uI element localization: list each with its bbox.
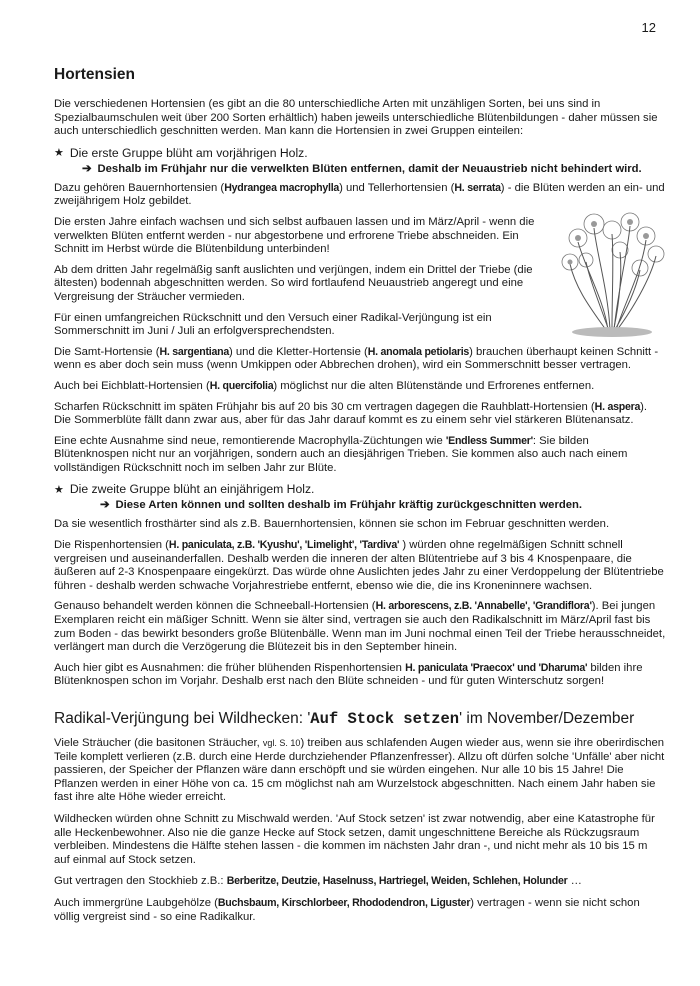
page-number: 12 <box>641 20 656 35</box>
section-title-hortensien: Hortensien <box>54 66 135 83</box>
group2-heading <box>54 482 666 496</box>
star-icon: ★ <box>54 147 64 160</box>
paragraph: Für einen umfangreichen Rückschnitt und den Versuch einer Radikal-Verjüngung ist ein Sommerschnitt im Juni / Juli an erfolgversprechendsten. <box>54 311 492 338</box>
intro-paragraph: Die verschiedenen Hortensien (es gibt an die 80 unterschiedliche Arten mit unzähligen Sorten, bei uns sind in Spezialbaumschulen weit über 200 Sorten erhältlich) haben jeweils unterschiedliche Blütenbildungen - daher müssen sie auch unterschiedlich geschnitten werden. Man kann die Hortensien in zwei Gruppen einteilen: <box>54 98 658 138</box>
hydrangea-illustration <box>556 210 668 340</box>
paragraph: Gut vertragen den Stockhieb z.B.: Berberitze, Deutzie, Haselnuss, Hartriegel, Weiden, Schlehen, Holunder … <box>54 875 582 888</box>
arrow-right-icon: ➔ <box>100 499 110 512</box>
group1-rule <box>82 162 666 176</box>
paragraph: Auch hier gibt es Ausnahmen: die früher blühenden Rispenhortensien H. paniculata 'Praecox' und 'Dharuma' bilden ihre Blütenknospen schon im Vorjahr. Deshalb erst nach den Blüte schneiden - und für guten Winterschutz sorgen! <box>54 661 643 688</box>
group2-heading-text: Die zweite Gruppe blüht an einjährigem Holz. <box>69 482 315 497</box>
paragraph: Genauso behandelt werden können die Schneeball-Hortensien (H. arborescens, z.B. 'Annabelle', 'Grandiflora'). Bei jungen Exemplaren reicht ein mäßiger Schnitt. Wenn sie älter sind, vertragen sie auch den Radikalschnitt im März/April fast bis zum Boden - das bewirkt besonders große Blütenbälle. Wenn man im Juni nochmal einen Teil der Triebe herausschneidet, verlängert man durch die Verzögerung die Blütezeit bis in den September hinein. <box>54 600 666 654</box>
paragraph: Die Rispenhortensien (H. paniculata, z.B. 'Kyushu', 'Limelight', 'Tardiva' ) würden ohne regelmäßigen Schnitt schnell vergreisen und auseinanderfallen. Deshalb werden die inneren der alten Blütentriebe auf 3 bis 4 Knospenpaare, die äußeren auf 2-3 Knospenpaare eingekürzt. Das würde ohne Auslichten jedes Jahr zu einer Verdoppelung der Blütentriebe führen - deshalb werden schwache Vorjahrestriebe entfernt, ebenso wie die, die ins Kroneninnere wachsen. <box>54 539 664 592</box>
paragraph: Eine echte Ausnahme sind neue, remontierende Macrophylla-Züchtungen wie 'Endless Summer': Sie bilden Blütenknospen nicht nur an vorjährigen, sondern auch an diesjährigen Trieben. Sie kommen also auch nach einem vollständigen Rückschnitt noch im selben Jahr zur Blüte. <box>54 434 628 474</box>
section-wildhecken <box>54 710 666 924</box>
paragraph: Wildhecken würden ohne Schnitt zu Mischwald werden. 'Auf Stock setzen' ist zwar notwendig, aber eine Katastrophe für alle Heckenbewohner. Also nie die ganze Hecke auf Stock setzen, damit ungeschnittene Bereiche als Rückzugsraum verbleiben. Mindestens die Hälfte stehen lassen - die kommen im nächsten Jahr dran -, und nicht mehr als 10 bis 15 m auf einmal auf Stock setzen. <box>54 812 655 866</box>
group1-rule-text: Deshalb im Frühjahr nur die verwelkten Blüten entfernen, damit der Neuaustrieb nicht behindert wird. <box>97 162 642 175</box>
paragraph: Ab dem dritten Jahr regelmäßig sanft auslichten und verjüngen, indem ein Drittel der Triebe (die ältesten) bodennah abgeschnitten werden. So wird fortlaufend Neuaustrieb angeregt und eine Vergreisung der Sträucher vermieden. <box>54 263 533 303</box>
document-body <box>54 66 666 932</box>
paragraph: Dazu gehören Bauernhortensien (Hydrangea macrophylla) und Tellerhortensien (H. serrata) - die Blüten werden an ein- und zweijährigem Holz gebildet. <box>54 181 665 208</box>
paragraph: Da sie wesentlich frosthärter sind als z.B. Bauernhortensien, können sie schon im Februar geschnitten werden. <box>54 518 610 531</box>
star-icon: ★ <box>54 483 64 496</box>
group2-rule-text: Diese Arten können und sollten deshalb im Frühjahr kräftig zurückgeschnitten werden. <box>115 499 583 512</box>
paragraph: Viele Sträucher (die basitonen Sträucher, vgl. S. 10) treiben aus schlafenden Augen wieder aus, wenn sie ihre oberirdischen Teile komplett verlieren (z.B. durch eine Herde durchziehender Pflanzenfresser). Allzu oft dürfen solche 'Unfälle' aber nicht passieren, der Speicher der Pflanzen wäre dann erschöpft und sie würden eingehen. Nur alle 10 bis 15 Jahre! Die Pflanzen werden in einer Höhe von ca. 15 cm möglichst nah am Wurzelstock abgeschnitten. Nach einem Jahr haben sie fast ihre alte Höhe wieder erreicht. <box>54 737 665 804</box>
paragraph: Auch immergrüne Laubgehölze (Buchsbaum, Kirschlorbeer, Rhododendron, Liguster) vertragen - wenn sie nicht schon völlig vergreist sind - so eine Radikalkur. <box>54 896 640 923</box>
paragraph: Die Samt-Hortensie (H. sargentiana) und die Kletter-Hortensie (H. anomala petiolaris) brauchen überhaupt keinen Schnitt - wenn es aber doch sein muss (wenn Umkippen oder Abbrechen drohen), wird ein Sommerschnitt besser vertragen. <box>54 345 659 372</box>
paragraph: Scharfen Rückschnitt im späten Frühjahr bis auf 20 bis 30 cm vertragen dagegen die Rauhblatt-Hortensien (H. aspera). Die Sommerblüte fällt dann zwar aus, aber für das Jahr darauf kommt es zu einem sehr viel stärkeren Blütenansatz. <box>54 400 648 427</box>
section-title-wildhecken: Radikal-Verjüngung bei Wildhecken: 'Auf Stock setzen' im November/Dezember <box>54 710 635 728</box>
group2-rule <box>100 498 666 512</box>
paragraph: Die ersten Jahre einfach wachsen und sich selbst aufbauen lassen und im März/April - wenn die verwelkten Blüten entfernt werden - nur abgestorbene und erfrorene Triebe abschneiden. Ein Schnitt im Herbst würde die Blütenbildung unterbinden! <box>54 215 535 256</box>
arrow-right-icon: ➔ <box>82 162 92 175</box>
group1-heading <box>54 146 666 160</box>
group1-heading-text: Die erste Gruppe blüht am vorjährigen Holz. <box>69 145 308 160</box>
paragraph: Auch bei Eichblatt-Hortensien (H. quercifolia) möglichst nur die alten Blütenstände und Erfrorenes entfernen. <box>54 379 595 392</box>
